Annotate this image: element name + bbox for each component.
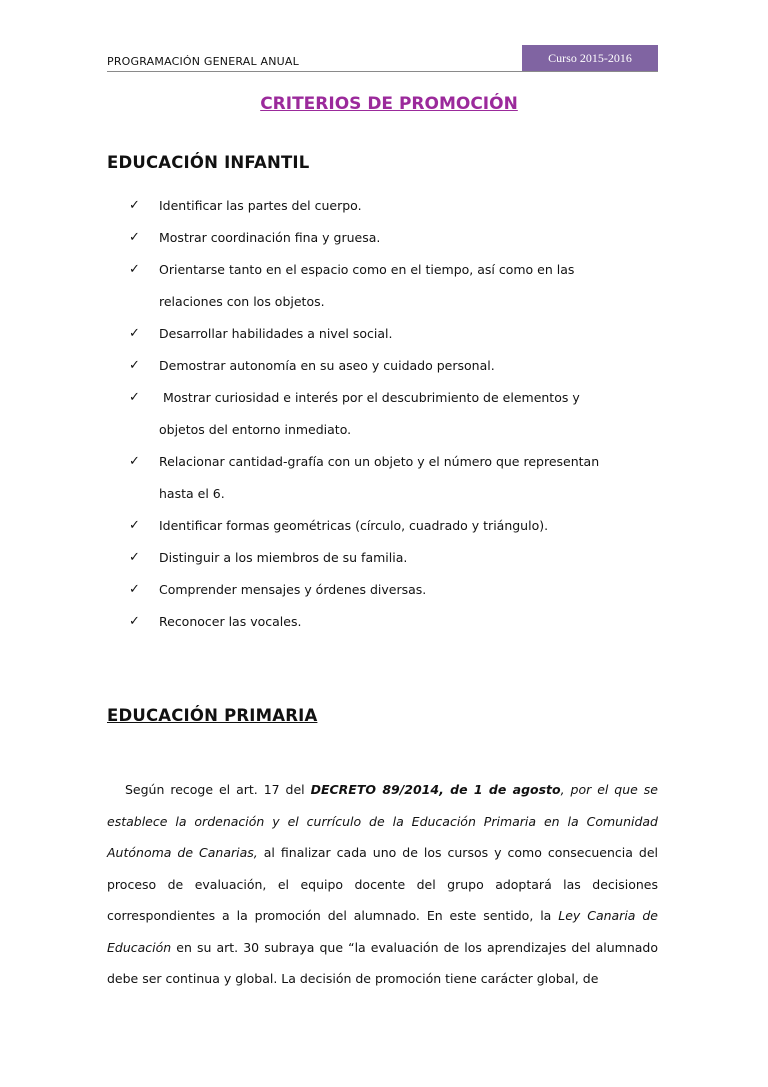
header-program-title: PROGRAMACIÓN GENERAL ANUAL [107,55,299,68]
infantil-criteria-list [107,190,667,638]
list-item: ✓ Reconocer las vocales. [107,606,667,638]
list-item: ✓ Desarrollar habilidades a nivel social. [107,318,667,350]
check-icon: ✓ [129,454,140,469]
list-item: ✓ Identificar las partes del cuerpo. [107,190,667,222]
list-item-continuation: objetos del entorno inmediato. [159,422,352,437]
list-item: ✓ Identificar formas geométricas (círculo, cuadrado y triángulo). [107,510,667,542]
list-item: ✓ Orientarse tanto en el espacio como en el tiempo, así como en las [107,254,667,286]
list-item-continuation: hasta el 6. [159,486,225,501]
check-icon: ✓ [129,518,140,533]
list-item: ✓ Relacionar cantidad-grafía con un objeto y el número que representan [107,446,667,478]
check-icon: ✓ [129,614,140,629]
check-icon: ✓ [129,390,140,405]
check-icon: ✓ [129,262,140,277]
check-icon: ✓ [129,198,140,213]
check-icon: ✓ [129,326,140,341]
list-item: ✓ Mostrar coordinación fina y gruesa. [107,222,667,254]
page-header [107,45,658,72]
list-item-continuation: relaciones con los objetos. [159,294,325,309]
header-course-badge: Curso 2015-2016 [522,45,658,71]
check-icon: ✓ [129,582,140,597]
primaria-paragraph: Según recoge el art. 17 del DECRETO 89/2014, de 1 de agosto, por el que se establece la ordenación y el currículo de la Educación Primaria en la Comunidad Autónoma de Canarias, al finalizar cada uno de los cursos y como consecuencia del proceso de evaluación, el equipo docente del grupo adoptará las decisiones correspondientes a la promoción del alumnado. En este sentido, la Ley Canaria de Educación en su art. 30 subraya que “la evaluación de los aprendizajes del alumnado debe ser continua y global. La decisión de promoción tiene carácter global, de [107,782,658,986]
check-icon: ✓ [129,230,140,245]
check-icon: ✓ [129,550,140,565]
list-item: ✓ Mostrar curiosidad e interés por el descubrimiento de elementos y [107,382,667,414]
list-item: ✓ Distinguir a los miembros de su familia. [107,542,667,574]
list-item: ✓ Demostrar autonomía en su aseo y cuidado personal. [107,350,667,382]
check-icon: ✓ [129,358,140,373]
decree-reference: DECRETO 89/2014, de 1 de agosto [310,782,561,797]
heading-infantil: EDUCACIÓN INFANTIL [107,153,310,172]
list-item: ✓ Comprender mensajes y órdenes diversas. [107,574,667,606]
heading-primaria: EDUCACIÓN PRIMARIA [107,706,318,725]
page-title: CRITERIOS DE PROMOCIÓN [260,94,518,114]
law-reference: Ley Canaria de Educación [107,908,658,955]
